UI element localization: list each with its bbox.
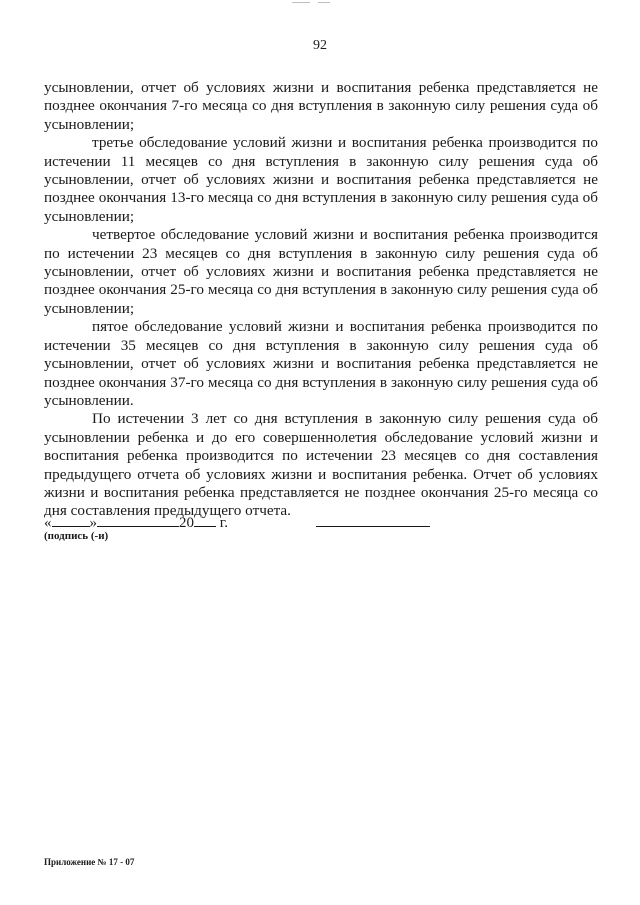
date-close-quote: » <box>89 515 97 531</box>
date-open-quote: « <box>44 515 52 531</box>
paragraph: По истечении 3 лет со дня вступления в законную силу решения суда об усыновлении ребенка и до его совершеннолетия обследование условий жизни и воспитания ребенка производится по истечении 23 месяцев со дня составления предыдущего отчета об условиях жизни и воспитания ребенка. Отчет об условиях жизни и воспитания ребенка представляется не позднее окончания 25-го месяца со дня составления предыдущего отчета. <box>44 410 598 520</box>
paragraph: пятое обследование условий жизни и воспитания ребенка производится по истечении 35 месяцев со дня вступления в законную силу решения суда об усыновлении, отчет об условиях жизни и воспитания ребенка представляется не позднее окончания 37-го месяца со дня вступления в законную силу решения суда об усыновлении. <box>44 318 598 409</box>
footer-appendix-label: Приложение № 17 - 07 <box>44 857 135 867</box>
paragraph: усыновлении, отчет об условиях жизни и воспитания ребенка представляется не позднее окончания 7-го месяца со дня вступления в законную силу решения суда об усыновлении; <box>44 79 598 133</box>
year-prefix: 20 <box>179 515 194 531</box>
day-blank <box>52 512 90 527</box>
date-line <box>44 512 228 532</box>
year-blank <box>194 512 216 527</box>
scan-artifact-line <box>292 2 310 3</box>
paragraph: четвертое обследование условий жизни и воспитания ребенка производится по истечении 23 месяцев со дня вступления в законную силу решения суда об усыновлении, отчет об условиях жизни и воспитания ребенка представляется не позднее окончания 25-го месяца со дня вступления в законную силу решения суда об усыновлении; <box>44 226 598 317</box>
month-blank <box>97 512 179 527</box>
document-body <box>44 79 598 521</box>
paragraph: третье обследование условий жизни и воспитания ребенка производится по истечении 11 месяцев со дня вступления в законную силу решения суда об усыновлении, отчет об условиях жизни и воспитания ребенка представляется не позднее окончания 13-го месяца со дня вступления в законную силу решения суда об усыновлении; <box>44 134 598 225</box>
signature-line <box>316 526 430 527</box>
page-number: 92 <box>313 38 327 53</box>
signature-caption: (подпись (-и) <box>44 530 109 542</box>
year-suffix: г. <box>219 515 228 531</box>
scan-artifact-line <box>318 2 330 3</box>
